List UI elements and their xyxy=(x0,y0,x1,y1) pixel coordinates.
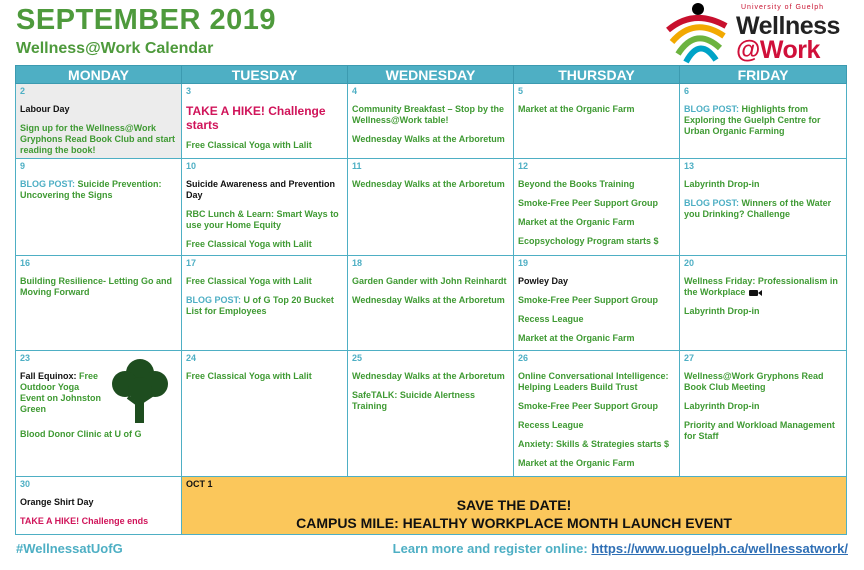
weekday-wednesday: WEDNESDAY xyxy=(348,66,514,84)
event: Community Breakfast – Stop by the Wellness@Work table! xyxy=(352,104,505,125)
event-text: Free Outdoor Yoga Event on Johnston Green xyxy=(20,371,101,414)
logo-university: University of Guelph xyxy=(741,4,825,11)
event: Free Classical Yoga with Lalit xyxy=(186,140,312,150)
event: SafeTALK: Suicide Alertness Training xyxy=(352,390,476,411)
day-cell xyxy=(16,256,182,351)
day-cell xyxy=(348,351,514,477)
day-number: 26 xyxy=(518,353,529,363)
event-text: Winners of the Water you Drinking? Challenge xyxy=(684,198,832,219)
day-cell xyxy=(680,256,847,351)
day-number: 2 xyxy=(20,86,26,96)
day-number: 30 xyxy=(20,479,31,489)
event: Wednesday Walks at the Arboretum xyxy=(352,179,505,189)
logo-wellness: Wellness xyxy=(736,12,840,40)
page-subtitle: Wellness@Work Calendar xyxy=(16,40,214,57)
event: Ecopsychology Program starts $ xyxy=(518,236,659,246)
event: RBC Lunch & Learn: Smart Ways to use your Home Equity xyxy=(186,209,339,230)
event: Free Classical Yoga with Lalit xyxy=(186,239,312,249)
event: Labyrinth Drop-in xyxy=(684,306,760,316)
day-number: 10 xyxy=(186,161,197,171)
day-number: 18 xyxy=(352,258,363,268)
event: Smoke-Free Peer Support Group xyxy=(518,198,659,208)
event: Garden Gander with John Reinhardt xyxy=(352,276,507,286)
logo-at-work: @Work xyxy=(736,36,820,64)
event-label: Fall Equinox: xyxy=(20,371,77,381)
event: Blood Donor Clinic at U of G xyxy=(20,429,142,439)
day-number: 12 xyxy=(518,161,529,171)
save-the-date-heading: SAVE THE DATE! xyxy=(456,497,572,513)
day-cell xyxy=(680,159,847,256)
blog-post-label: BLOG POST: xyxy=(684,104,740,114)
event: Wednesday Walks at the Arboretum xyxy=(352,295,505,305)
event: Powley Day xyxy=(518,276,569,286)
event: Labyrinth Drop-in xyxy=(684,401,760,411)
day-cell xyxy=(348,84,514,159)
day-number: 20 xyxy=(684,258,695,268)
event-text: Wellness Friday: Professionalism in the Workplace xyxy=(684,276,838,297)
footer-register xyxy=(393,541,848,556)
day-cell xyxy=(16,84,182,159)
blog-post-label: BLOG POST: xyxy=(20,179,76,189)
event: Online Conversational Intelligence: Helping Leaders Build Trust xyxy=(518,371,669,392)
page-title: SEPTEMBER 2019 xyxy=(16,4,277,36)
day-number: 13 xyxy=(684,161,695,171)
week-row xyxy=(16,84,847,159)
day-number: 19 xyxy=(518,258,529,268)
weekday-friday: FRIDAY xyxy=(680,66,847,84)
event: Beyond the Books Training xyxy=(518,179,635,189)
event-text: Highlights from Exploring the Guelph Centre for Urban Organic Farming xyxy=(684,104,821,136)
event-text: Suicide Prevention: Uncovering the Signs xyxy=(20,179,162,200)
day-cell xyxy=(680,84,847,159)
website-link[interactable]: https://www.uoguelph.ca/wellnessatwork/ xyxy=(591,541,848,556)
day-number: 4 xyxy=(352,86,358,96)
event xyxy=(186,295,343,317)
hashtag: #WellnessatUofG xyxy=(16,541,123,556)
event: Smoke-Free Peer Support Group xyxy=(518,295,659,305)
event: Smoke-Free Peer Support Group xyxy=(518,401,659,411)
event: TAKE A HIKE! Challenge starts xyxy=(186,104,326,132)
day-cell xyxy=(16,159,182,256)
weekday-header-row xyxy=(16,66,847,84)
day-cell xyxy=(182,84,348,159)
event: Priority and Workload Management for Staff xyxy=(684,420,835,441)
day-cell xyxy=(348,256,514,351)
weekday-thursday: THURSDAY xyxy=(514,66,680,84)
video-camera-icon xyxy=(749,290,758,296)
weekday-tuesday: TUESDAY xyxy=(182,66,348,84)
event: Recess League xyxy=(518,314,584,324)
event: Market at the Organic Farm xyxy=(518,104,635,114)
event: Recess League xyxy=(518,420,584,430)
day-number: 9 xyxy=(20,161,26,171)
calendar-grid xyxy=(15,65,847,535)
event: Wednesday Walks at the Arboretum xyxy=(352,134,505,144)
day-number: 3 xyxy=(186,86,192,96)
event: Labour Day xyxy=(20,104,70,114)
event xyxy=(684,104,842,137)
day-number: 17 xyxy=(186,258,197,268)
day-cell xyxy=(182,159,348,256)
day-cell xyxy=(348,159,514,256)
day-number: 6 xyxy=(684,86,690,96)
day-cell xyxy=(680,351,847,477)
event: Market at the Organic Farm xyxy=(518,217,635,227)
event: TAKE A HIKE! Challenge ends xyxy=(20,516,149,526)
day-number: 27 xyxy=(684,353,695,363)
event: Free Classical Yoga with Lalit xyxy=(186,371,312,381)
day-number: 25 xyxy=(352,353,363,363)
day-cell xyxy=(514,159,680,256)
event xyxy=(20,371,104,415)
blog-post-label: BLOG POST: xyxy=(684,198,740,208)
event: Labyrinth Drop-in xyxy=(684,179,760,189)
event xyxy=(20,179,177,201)
tree-icon xyxy=(108,357,172,423)
event: Orange Shirt Day xyxy=(20,497,94,507)
day-cell xyxy=(182,351,348,477)
event: Free Classical Yoga with Lalit xyxy=(186,276,312,286)
day-number: 23 xyxy=(20,353,31,363)
week-row xyxy=(16,256,847,351)
day-number: OCT 1 xyxy=(186,479,213,489)
day-cell xyxy=(514,351,680,477)
event: Wellness@Work Gryphons Read Book Club Meeting xyxy=(684,371,824,392)
event xyxy=(684,276,842,298)
event: Market at the Organic Farm xyxy=(518,458,635,468)
week-row xyxy=(16,477,847,535)
day-cell xyxy=(182,256,348,351)
day-number: 11 xyxy=(352,161,362,171)
day-cell xyxy=(514,256,680,351)
event: Sign up for the Wellness@Work Gryphons Read Book Club and start reading the book! xyxy=(20,123,176,155)
event: Suicide Awareness and Prevention Day xyxy=(186,179,336,200)
weekday-monday: MONDAY xyxy=(16,66,182,84)
save-the-date-event: CAMPUS MILE: HEALTHY WORKPLACE MONTH LAUNCH EVENT xyxy=(296,515,732,531)
day-number: 5 xyxy=(518,86,524,96)
save-the-date-banner xyxy=(182,477,847,535)
day-cell xyxy=(514,84,680,159)
day-number: 16 xyxy=(20,258,31,268)
event xyxy=(684,198,842,220)
day-number: 24 xyxy=(186,353,197,363)
event: Wednesday Walks at the Arboretum xyxy=(352,371,505,381)
footer-text: Learn more and register online: xyxy=(392,541,592,556)
day-cell xyxy=(16,477,182,535)
blog-post-label: BLOG POST: xyxy=(186,295,242,305)
event: Anxiety: Skills & Strategies starts $ xyxy=(518,439,670,449)
event-text: U of G Top 20 Bucket List for Employees xyxy=(186,295,334,316)
event: Market at the Organic Farm xyxy=(518,333,635,343)
event: Building Resilience- Letting Go and Moving Forward xyxy=(20,276,173,297)
week-row xyxy=(16,159,847,256)
